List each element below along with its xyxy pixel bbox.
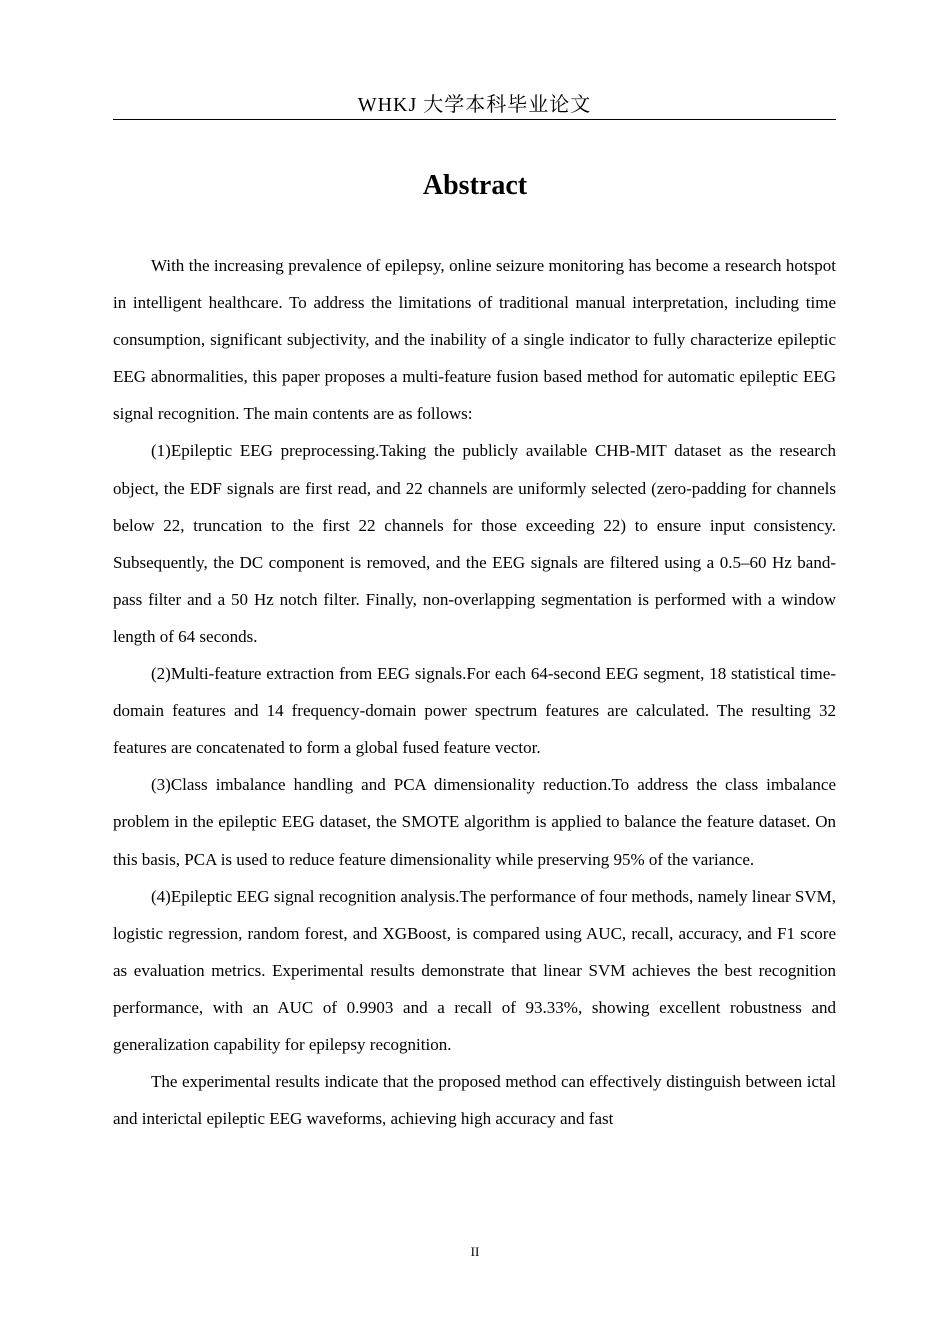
recognition-analysis-paragraph: (4)Epileptic EEG signal recognition analysis.The performance of four methods, namely linear SVM, logistic regression, random forest, and XGBoost, is compared using AUC, recall, accuracy, and F1 score as evaluation metrics. Experimental results demonstrate that linear SVM achieves the best recognition performance, with an AUC of 0.9903 and a recall of 93.33%, showing excellent robustness and generalization capability for epilepsy recognition. — [113, 886, 836, 1054]
imbalance-pca-paragraph: (3)Class imbalance handling and PCA dimensionality reduction.To address the class imbalance problem in the epileptic EEG dataset, the SMOTE algorithm is applied to balance the feature dataset. On this basis, PCA is used to reduce feature dimensionality while preserving 95% of the variance. — [113, 775, 836, 869]
preprocessing-paragraph: (1)Epileptic EEG preprocessing.Taking the publicly available CHB-MIT dataset as the research object, the EDF signals are first read, and 22 channels are uniformly selected (zero-padding for channels below 22, truncation to the first 22 channels for those exceeding 22) to ensure input consistency. Subsequently, the DC component is removed, and the EEG signals are filtered using a 0.5–60 Hz band-pass filter and a 50 Hz notch filter. Finally, non-overlapping segmentation is performed with a window length of 64 seconds. — [113, 441, 836, 646]
intro-paragraph: With the increasing prevalence of epilepsy, online seizure monitoring has become a research hotspot in intelligent healthcare. To address the limitations of traditional manual interpretation, including time consumption, significant subjectivity, and the inability of a single indicator to fully characterize epileptic EEG abnormalities, this paper proposes a multi-feature fusion based method for automatic epileptic EEG signal recognition. The main contents are as follows: — [113, 256, 836, 424]
page-number: II — [470, 1244, 480, 1259]
abstract-body — [113, 247, 836, 1137]
feature-extraction-paragraph: (2)Multi-feature extraction from EEG signals.For each 64-second EEG segment, 18 statistical time-domain features and 14 frequency-domain power spectrum features are calculated. The resulting 32 features are concatenated to form a global fused feature vector. — [113, 664, 836, 758]
abstract-title: Abstract — [422, 170, 528, 201]
header-title: WHKJ 大学本科毕业论文 — [357, 94, 592, 116]
conclusion-paragraph: The experimental results indicate that the proposed method can effectively distinguish between ictal and interictal epileptic EEG waveforms, achieving high accuracy and fast — [113, 1072, 836, 1129]
running-header — [113, 92, 836, 120]
